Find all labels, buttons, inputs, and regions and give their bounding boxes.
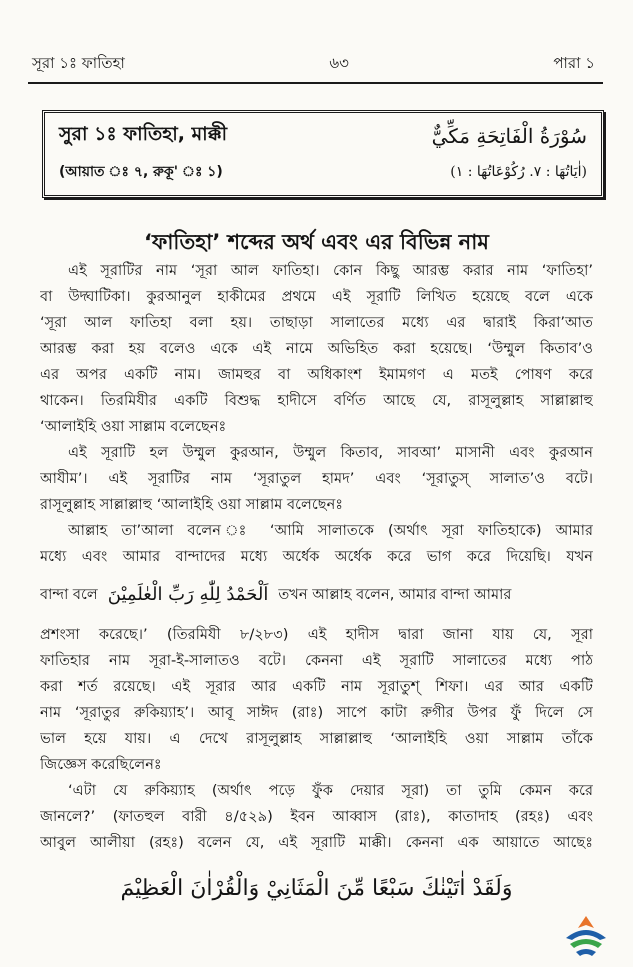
body-line: বা উদ্ঘাটিকা। কুরআনুল হাকীমের প্রথমে এই সূরাটি লিখিত হয়েছে বলে একে <box>40 288 593 305</box>
body-line: ফাতিহার নাম সূরা-ই-সালাতও বটে। কেননা এই সূরাটি সালাতের মধ্যে পাঠ <box>40 652 593 669</box>
body-line: ‘এটা যে রুকিয়্যাহ (অর্থাৎ পড়ে ফুঁক দেয়ার সূরা) তা তুমি কেমন করে <box>68 782 593 799</box>
body-line: আরম্ভ করা হয় বলেও একে এই নামে অভিহিত করা হয়েছে। ‘উম্মুল কিতাব’ও <box>40 340 593 357</box>
section-heading: ‘ফাতিহা’ শব্দের অর্থ এবং এর বিভিন্ন নাম <box>144 230 489 254</box>
header-surah: সূরা ১ঃ ফাতিহা <box>32 53 125 72</box>
body-line: আল্লাহ তা’আলা বলেন ঃ ‘আমি সালাতকে (অর্থাৎ সূরা ফাতিহাকে) আমার <box>68 522 593 539</box>
body-line: এই সূরাটির নাম ‘সূরা আল ফাতিহা। কোন কিছু আরম্ভ করার নাম ‘ফাতিহা’ <box>68 262 593 279</box>
surah-title-ar: سُوْرَةُ الْفَاتِحَةِ مَكِّيٌّ <box>431 124 587 148</box>
body-line: ‘আলাইহি ওয়া সাল্লাম বলেছেনঃ <box>40 418 227 435</box>
body-line: ‘সূরা আল ফাতিহা বলা হয়। তাছাড়া সালাতের মধ্যে এর দ্বারাই কিরা’আত <box>40 314 593 331</box>
quote-after: তখন আল্লাহ বলেন, আমার বান্দা আমার <box>278 586 512 603</box>
page-number: ৬৩ <box>329 53 349 72</box>
header-para: পারা ১ <box>553 53 595 72</box>
body-line: রাসূলুল্লাহ সাল্লাল্লাহু ‘আলাইহি ওয়া সাল্লাম বলেছেনঃ <box>40 496 344 513</box>
body-line: আবুল আলীয়া (রহঃ) বলেন যে, এই সূরাটি মাক্কী। কেননা এক আয়াতে আছেঃ <box>40 834 593 851</box>
body-line: জানলে?’ (ফাতহুল বারী ৪/৫২৯) ইবন আব্বাস (রাঃ), কাতাদাহ (রহঃ) এবং <box>40 808 593 825</box>
body-line: করা শর্ত রয়েছে। এই সূরার আর একটি নাম সূরাতুশ্ শিফা। এর আর একটি <box>40 678 593 695</box>
surah-title-box <box>42 110 604 198</box>
quote-arabic: اَلْحَمْدُ لِلّٰهِ رَبِّ الْعٰلَمِيْنَ <box>107 584 269 605</box>
body-line: ভাল হয়ে যায়। এ দেখে রাসূলুল্লাহ সাল্লাল্লাহু ‘আলাইহি ওয়া সাল্লাম তাঁকে <box>40 730 593 747</box>
quote-before: বান্দা বলে <box>40 586 98 603</box>
publisher-logo-icon <box>558 912 614 960</box>
body-line: এর অপর একটি নাম। জামহুর বা অধিকাংশ ইমামগণ এ মতই পোষণ করে <box>40 366 593 383</box>
body-line: এই সূরাটি হল উম্মুল কুরআন, উম্মুল কিতাব, সাবআ’ মাসানী এবং কুরআন <box>68 444 593 461</box>
body-line: প্রশংসা করেছে।’ (তিরমিযী ৮/২৮৩) এই হাদীস দ্বারা জানা যায় যে, সূরা <box>40 626 593 643</box>
surah-title-bn: সুরা ১ঃ ফাতিহা, মাক্কী <box>59 123 228 145</box>
body-line: মধ্যে এবং আমার বান্দাদের মধ্যে অর্ধেক অর্ধেক করে ভাগ করে দিয়েছি। যখন <box>40 548 593 565</box>
body-line: জিজ্ঞেস করেছিলেনঃ <box>40 756 162 773</box>
quote-line <box>40 580 593 610</box>
running-header <box>32 52 595 76</box>
body-line: নাম ‘সূরাতুর রুকিয়্যাহ’। আবূ সাঈদ (রাঃ) সাপে কাটা রুগীর উপর ফুঁ দিলে সে <box>40 704 593 721</box>
header-rule <box>28 82 603 84</box>
body-line: আযীম’। এই সূরাটির নাম ‘সূরাতুল হামদ’ এবং ‘সূরাতুস্ সালাত’ও বটে। <box>40 470 593 487</box>
quran-verse-arabic: وَلَقَدْ اٰتَيْنٰكَ سَبْعًا مِّنَ الْمَثَانِيْ وَالْقُرْاٰنَ الْعَظِيْمَ <box>120 876 513 901</box>
surah-verse-count-bn: (আয়াত ঃ ৭, রুকূ' ঃ ১) <box>59 164 223 180</box>
surah-verse-count-ar: (اٰيَاتُهَا : ٧. رُكُوْعَاتُهَا : ١) <box>450 164 587 180</box>
body-line: থাকেন। তিরমিযীর একটি বিশুদ্ধ হাদীসে বর্ণিত আছে যে, রাসূলুল্লাহ সাল্লাল্লাহু <box>40 392 593 409</box>
